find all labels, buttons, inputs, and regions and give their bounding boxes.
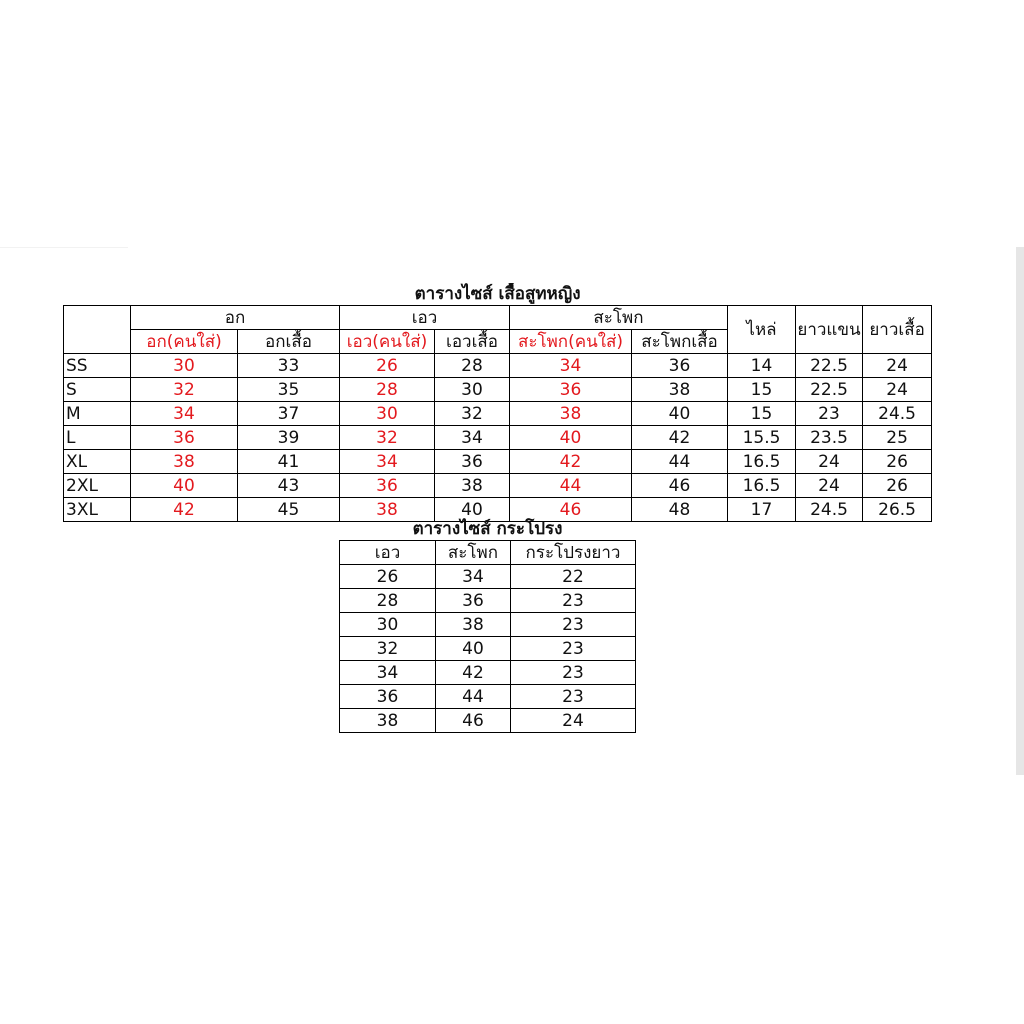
hip-cell: 38 [632, 378, 728, 402]
skirt-table-title-row [340, 518, 636, 541]
hip-cell: 40 [632, 402, 728, 426]
shoulder-cell: 16.5 [728, 450, 796, 474]
skirt-table-title: ตารางไซส์ กระโปรง [340, 518, 636, 541]
skirt-waist-header: เอว [340, 541, 436, 565]
table-row [340, 565, 636, 589]
skirt-table-body [340, 565, 636, 733]
chest-cell: 35 [238, 378, 340, 402]
shoulder-cell: 16.5 [728, 474, 796, 498]
waist-cell: 32 [435, 402, 510, 426]
skirt-hip-header: สะโพก [436, 541, 511, 565]
skirt-length-header: กระโปรงยาว [511, 541, 636, 565]
waist-group-header: เอว [340, 306, 510, 330]
chest-garment-header: อกเสื้อ [238, 330, 340, 354]
table-row [340, 589, 636, 613]
skirt-length-cell: 23 [511, 637, 636, 661]
hip-cell: 36 [632, 354, 728, 378]
sleeve-cell: 24 [796, 474, 863, 498]
length-header: ยาวเสื้อ [863, 306, 932, 354]
skirt-length-cell: 24 [511, 709, 636, 733]
hip-body-cell: 40 [510, 426, 632, 450]
sleeve-cell: 24 [796, 450, 863, 474]
chest-cell: 37 [238, 402, 340, 426]
length-cell: 24.5 [863, 402, 932, 426]
skirt-hip-cell: 40 [436, 637, 511, 661]
shirt-table-body [64, 354, 932, 522]
skirt-hip-cell: 46 [436, 709, 511, 733]
chest-cell: 45 [238, 498, 340, 522]
waist-body-cell: 36 [340, 474, 435, 498]
waist-body-cell: 26 [340, 354, 435, 378]
hip-cell: 44 [632, 450, 728, 474]
sleeve-cell: 22.5 [796, 354, 863, 378]
skirt-length-cell: 23 [511, 685, 636, 709]
hip-body-cell: 42 [510, 450, 632, 474]
chest-body-cell: 32 [131, 378, 238, 402]
length-cell: 25 [863, 426, 932, 450]
table-row [64, 450, 932, 474]
waist-garment-header: เอวเสื้อ [435, 330, 510, 354]
hip-body-cell: 46 [510, 498, 632, 522]
shirt-group-header-row [64, 306, 932, 330]
skirt-waist-cell: 26 [340, 565, 436, 589]
right-edge-strip [1016, 247, 1024, 775]
table-row [64, 378, 932, 402]
shirt-size-table [63, 283, 932, 522]
size-cell: S [64, 378, 131, 402]
hip-body-cell: 38 [510, 402, 632, 426]
hip-cell: 46 [632, 474, 728, 498]
shoulder-cell: 15.5 [728, 426, 796, 450]
waist-body-cell: 32 [340, 426, 435, 450]
hip-body-cell: 44 [510, 474, 632, 498]
size-corner-cell [64, 306, 131, 354]
waist-cell: 38 [435, 474, 510, 498]
size-cell: L [64, 426, 131, 450]
skirt-hip-cell: 36 [436, 589, 511, 613]
length-cell: 24 [863, 354, 932, 378]
size-cell: XL [64, 450, 131, 474]
size-cell: SS [64, 354, 131, 378]
hip-body-cell: 34 [510, 354, 632, 378]
chest-body-cell: 36 [131, 426, 238, 450]
skirt-waist-cell: 34 [340, 661, 436, 685]
chest-body-header: อก(คนใส่) [131, 330, 238, 354]
chest-body-cell: 38 [131, 450, 238, 474]
waist-body-cell: 38 [340, 498, 435, 522]
chest-cell: 39 [238, 426, 340, 450]
shoulder-header: ไหล่ [728, 306, 796, 354]
shoulder-cell: 15 [728, 378, 796, 402]
chest-cell: 43 [238, 474, 340, 498]
hip-garment-header: สะโพกเสื้อ [632, 330, 728, 354]
sleeve-header: ยาวแขน [796, 306, 863, 354]
size-cell: M [64, 402, 131, 426]
shirt-table-title: ตารางไซส์ เสื้อสูทหญิง [64, 283, 932, 306]
table-row [64, 354, 932, 378]
waist-body-header: เอว(คนใส่) [340, 330, 435, 354]
length-cell: 26 [863, 450, 932, 474]
skirt-length-cell: 22 [511, 565, 636, 589]
hip-cell: 48 [632, 498, 728, 522]
length-cell: 26.5 [863, 498, 932, 522]
top-hairline [0, 247, 128, 248]
table-row [64, 474, 932, 498]
skirt-header-row [340, 541, 636, 565]
table-row [340, 613, 636, 637]
table-row [340, 637, 636, 661]
waist-cell: 34 [435, 426, 510, 450]
sleeve-cell: 22.5 [796, 378, 863, 402]
skirt-hip-cell: 42 [436, 661, 511, 685]
waist-cell: 28 [435, 354, 510, 378]
waist-body-cell: 30 [340, 402, 435, 426]
table-row [64, 402, 932, 426]
skirt-waist-cell: 36 [340, 685, 436, 709]
hip-body-cell: 36 [510, 378, 632, 402]
skirt-hip-cell: 38 [436, 613, 511, 637]
size-cell: 3XL [64, 498, 131, 522]
skirt-size-table [339, 518, 636, 733]
chest-body-cell: 30 [131, 354, 238, 378]
chest-group-header: อก [131, 306, 340, 330]
table-row [340, 661, 636, 685]
shoulder-cell: 14 [728, 354, 796, 378]
waist-body-cell: 34 [340, 450, 435, 474]
skirt-waist-cell: 38 [340, 709, 436, 733]
chest-cell: 41 [238, 450, 340, 474]
skirt-waist-cell: 30 [340, 613, 436, 637]
chest-body-cell: 42 [131, 498, 238, 522]
skirt-length-cell: 23 [511, 661, 636, 685]
skirt-length-cell: 23 [511, 613, 636, 637]
skirt-waist-cell: 32 [340, 637, 436, 661]
sleeve-cell: 24.5 [796, 498, 863, 522]
waist-cell: 36 [435, 450, 510, 474]
chest-cell: 33 [238, 354, 340, 378]
skirt-length-cell: 23 [511, 589, 636, 613]
table-row [340, 709, 636, 733]
sleeve-cell: 23 [796, 402, 863, 426]
skirt-hip-cell: 34 [436, 565, 511, 589]
shoulder-cell: 15 [728, 402, 796, 426]
skirt-hip-cell: 44 [436, 685, 511, 709]
shoulder-cell: 17 [728, 498, 796, 522]
hip-group-header: สะโพก [510, 306, 728, 330]
sleeve-cell: 23.5 [796, 426, 863, 450]
hip-cell: 42 [632, 426, 728, 450]
table-row [340, 685, 636, 709]
chest-body-cell: 40 [131, 474, 238, 498]
table-row [64, 426, 932, 450]
length-cell: 24 [863, 378, 932, 402]
length-cell: 26 [863, 474, 932, 498]
size-cell: 2XL [64, 474, 131, 498]
hip-body-header: สะโพก(คนใส่) [510, 330, 632, 354]
waist-cell: 30 [435, 378, 510, 402]
skirt-waist-cell: 28 [340, 589, 436, 613]
chest-body-cell: 34 [131, 402, 238, 426]
shirt-table-title-row [64, 283, 932, 306]
waist-body-cell: 28 [340, 378, 435, 402]
waist-cell: 40 [435, 498, 510, 522]
